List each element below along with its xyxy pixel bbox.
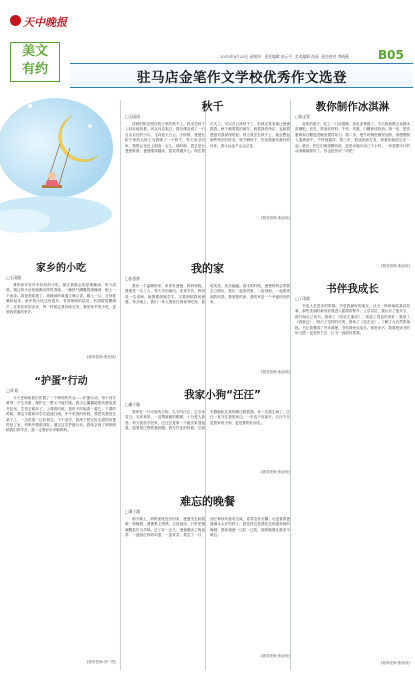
article-puppy: [125, 388, 290, 475]
article-author: □丁雨晴: [295, 296, 310, 301]
editor: 责任编辑 曲云平: [264, 54, 293, 59]
article-byline: (指导老师:张汝欣): [380, 264, 410, 268]
article-byline: (指导老师:张汝欣): [260, 216, 290, 220]
article-author: □张思源: [125, 276, 140, 281]
article-byline: (指导老师:张汝欣): [260, 654, 290, 658]
article-byline: (指导老师:张汝欣): [260, 370, 290, 374]
article-my-home: [125, 262, 290, 375]
designer: 美术编辑 尚丽: [294, 54, 319, 59]
article-title: “护蛋”行动: [34, 376, 88, 387]
article-author: □陈文雯: [295, 114, 310, 119]
logo-icon: [10, 15, 21, 26]
article-body: 炎热的夏天，吃上一口冰淇淋，真是凉爽极了。今天我就教大家做冰淇淋吧。首先，准备好材料：牛奶、鸡蛋、白糖和淡奶油。第一步，把鸡蛋黄和白糖放进碗里搅拌均匀；第二步，把牛奶倒进锅里加热，再慢慢倒入蛋黄液中，不停地搅拌；第三步，把淡奶油打发，和蛋奶液混合在一起；最后，把它们倒进模具里，放进冰箱冷冻几个小时。一份香甜可口的冰淇淋就做好了。你也赶快试一试吧！: [295, 122, 410, 154]
article-title: 教你制作冰淇淋: [315, 101, 390, 113]
article-title: 我家小狗“汪汪”: [184, 389, 261, 401]
column-divider: [120, 100, 121, 670]
article-author: □谭子涵: [125, 509, 140, 514]
child-body: [45, 180, 59, 186]
page-number: B05: [378, 48, 404, 62]
article-body: 我家有一只可爱的小狗，名字叫汪汪。它全身雪白，毛茸茸的，一双黑溜溜的眼睛，十分惹人喜爱。每天我放学回家，汪汪总是第一个跑出来迎接我，摇着尾巴围着我转圈。我写作业的时候，它就安静地趴在我的脚边陪着我。有一次我生病了，汪汪一直守在我的床边，一步也不肯离开。汪汪不仅是我家的小狗，更是我的好朋友。: [125, 410, 290, 431]
swing-illustration: [0, 86, 120, 258]
article-author: □谢子璇: [125, 402, 140, 407]
banner-title: 驻马店金笔作文学校优秀作文选登: [137, 70, 347, 86]
article-body: 我的家乡有许多好吃的小吃，最让我难忘的是胡辣汤。每天清晨，街边的小店里就飘出阵阵香味，一碗热气腾腾的胡辣汤，配上一个油条，真是美味极了。胡辣汤的味道又辣又香，喝上一口，全身都暖和起来。家乡的小吃还有很多，有香喷喷的烧饼，有甜甜的糖葫芦，还有软软的凉皮，每一样都让我回味无穷。我爱家乡的小吃，更爱我美丽的家乡。: [6, 283, 116, 315]
logo-text: 天中晚报: [23, 16, 67, 29]
article-egg-protection: [6, 375, 116, 665]
article-body: 清晨的阳光照在院子里的秋千上，我坐在秋千上轻轻地荡着，风从耳边吹过，我仿佛变成了一只自由自在的小鸟，飞向蓝天白云。小时候，爸爸在院子里的大树上为我绑了一个秋千，每天放学回家，我都会坐在上面荡一会儿。那时候，我总是让爸爸推我，爸爸推得越高，我笑得越开心。现在我长大了，可以自己荡秋千了，但我还是喜欢让爸爸推我。秋千载着我的童年，载着我的快乐，也载着爸爸对我深深的爱。每当我坐在秋千上，就会想起那些快乐的时光。秋千啊秋千，你是我童年最好的伙伴，我永远也不会忘记你。: [125, 122, 290, 154]
star-icon: [88, 124, 91, 127]
article-title: 难忘的晚餐: [180, 495, 235, 508]
section-line2: 有约: [21, 62, 48, 77]
article-title: 家乡的小吃: [36, 263, 86, 274]
article-body: 我有一个温暖的家，家里有爸爸、妈妈和我。爸爸是一名工人，每天早出晚归，非常辛苦；妈妈是一名老师，她既要照顾学生，又要照顾我和爸爸。每天晚上，我们一家人围坐在餐桌旁吃饭，说说笑笑，其乐融融。周末的时候，爸爸妈妈会带我去公园玩，我们一起放风筝，一起划船，一起看美丽的风景。我爱我的家，我的家是一个幸福快乐的家。: [125, 284, 290, 305]
article-byline: (指导老师:张汝欣): [380, 661, 410, 665]
masthead: [0, 0, 415, 100]
article-byline: (指导老师:张汝欣): [260, 470, 290, 474]
star-icon: [28, 104, 32, 108]
article-icecream: [295, 100, 410, 269]
article-hometown-snacks: [6, 262, 116, 360]
proofreader: 责任校对 李晓燕: [321, 54, 349, 59]
article-title: 书伴我成长: [326, 283, 379, 295]
article-author: □刘 阳: [6, 388, 19, 393]
article-books: [295, 282, 410, 666]
article-byline: (指导老师:张汝欣): [86, 355, 116, 359]
article-title: 我的家: [191, 262, 224, 275]
article-title: 秋千: [201, 100, 224, 113]
article-body: 那天晚上，妈妈加班没有回来，爸爸决定给我做一顿晚餐。爸爸系上围裙，走进厨房，只听见锅碗瓢盆叮当作响。过了好一会儿，爸爸端出了两盘菜：一盘西红柿炒鸡蛋，一盘青菜。我尝了一口，西红柿炒鸡蛋有点咸，青菜也有点糊。可是看着爸爸满头大汗的样子，我觉得这是我吃过的最美味的晚餐。我和爸爸一边吃一边笑，那顿晚餐让我至今难忘。: [125, 517, 290, 538]
section-box: [10, 42, 60, 82]
child-head: [48, 172, 56, 180]
article-byline: (指导老师:刘一然): [86, 660, 116, 664]
article-body: 今天老师给我们布置了一个特别的作业——护蛋行动。每个同学要带一个生鸡蛋，保护它一整天不能打破。我小心翼翼地把鸡蛋放进书包里，生怕它碰坏了。上课的时候，我时不时地看一看它；下课的时候，我也不敢和同学们追逐打闹。中午吃饭的时候，我把鸡蛋放在桌子上，一边吃饭一边盯着它。下午放学，我终于把完好无损的鸡蛋带回了家，妈妈夸我做得好。通过这次护蛋行动，我体会到了妈妈照顾我们的辛苦，我一定要好好孝敬妈妈。: [6, 396, 116, 433]
article-swing: [125, 100, 290, 221]
star-icon: [69, 97, 72, 100]
article-body: 书是人类进步的阶梯，书是我最好的朋友。从小，妈妈就给我讲故事，那些美丽的童话伴我进入甜甜的梦乡。上学以后，我认识了很多字，便开始自己读书。我读了《安徒生童话》，知道了善良的美好；我读了《西游记》，明白了坚持的可贵；我读了《昆虫记》，了解了大自然的奥秘。书让我懂得了许多道理，书伴我快乐成长。我爱读书，我要把读书的好习惯一直坚持下去，让书一直陪伴着我。: [295, 304, 410, 336]
column-divider: [290, 100, 291, 670]
logo: [10, 12, 67, 30]
date: 2015年8月20日 星期四: [220, 54, 261, 59]
article-author: □王雨涵: [6, 275, 21, 280]
section-line1: 美文: [21, 44, 48, 59]
article-dinner: [125, 495, 290, 659]
article-author: □王园园: [125, 114, 140, 119]
